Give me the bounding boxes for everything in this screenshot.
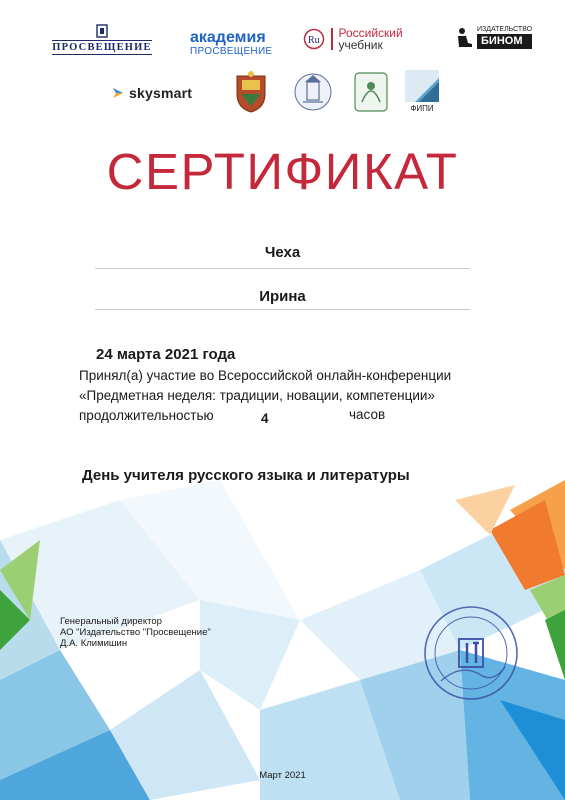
binom-logo: [455, 26, 532, 49]
signature-position: Генеральный директор: [60, 616, 162, 627]
hours-value: 4: [261, 411, 269, 426]
ru-line2: учебник: [338, 38, 383, 52]
event-name: День учителя русского языка и литературы: [82, 467, 410, 484]
body-line-1: Принял(а) участие во Всероссийской онлайн-конференции: [79, 368, 452, 383]
recipient-first-name: Ирина: [259, 288, 306, 305]
svg-text:Ru: Ru: [308, 35, 320, 46]
skysmart-wordmark: skysmart: [129, 85, 193, 101]
skysmart-arrow-icon: [112, 87, 124, 99]
recipient-surname: Чеха: [264, 244, 301, 261]
prosveshchenie-logo-icon: [96, 24, 108, 38]
signature-block: [60, 616, 211, 649]
fipi-logo: [405, 70, 439, 113]
event-date: 24 марта 2021 года: [96, 346, 236, 363]
surname-underline: [95, 268, 470, 269]
signature-name: Д.А. Климишин: [60, 638, 128, 649]
body-line-2: «Предметная неделя: традиции, новации, компетенции»: [79, 388, 435, 403]
fipi-wordmark: ФИПИ: [410, 104, 434, 113]
fipi-logo-icon: [405, 70, 439, 102]
ru-wordmark: [339, 27, 403, 51]
certificate-title: СЕРТИФИКАТ: [106, 143, 459, 200]
stamp-seal: [421, 603, 521, 703]
akademiya-wordmark: академия: [190, 29, 266, 46]
hours-unit: часов: [349, 407, 386, 422]
ru-divider: [331, 28, 333, 50]
green-emblem: [352, 70, 390, 114]
skysmart-logo: [112, 85, 192, 101]
university-emblem: [293, 70, 333, 114]
ru-line1: Российский: [338, 26, 403, 40]
signature-organization: АО "Издательство "Просвещение": [60, 627, 211, 638]
akademiya-subtitle: ПРОСВЕЩЕНИЕ: [190, 46, 273, 57]
first-name-underline: [95, 309, 470, 310]
prosveshchenie-logo: [50, 24, 154, 55]
body-line-3: продолжительностью: [79, 408, 214, 423]
footer-date: Март 2021: [259, 770, 306, 781]
akademiya-logo: [190, 30, 272, 57]
coat-of-arms-emblem: [233, 70, 269, 114]
binom-small-label: ИЗДАТЕЛЬСТВО: [477, 26, 533, 33]
ru-logo-icon: [303, 28, 325, 50]
binom-wordmark: БИНОМ: [477, 34, 532, 49]
binom-reader-icon: [455, 27, 473, 49]
prosveshchenie-wordmark: ПРОСВЕЩЕНИЕ: [52, 42, 152, 53]
russkiy-uchebnik-logo: [303, 27, 403, 51]
